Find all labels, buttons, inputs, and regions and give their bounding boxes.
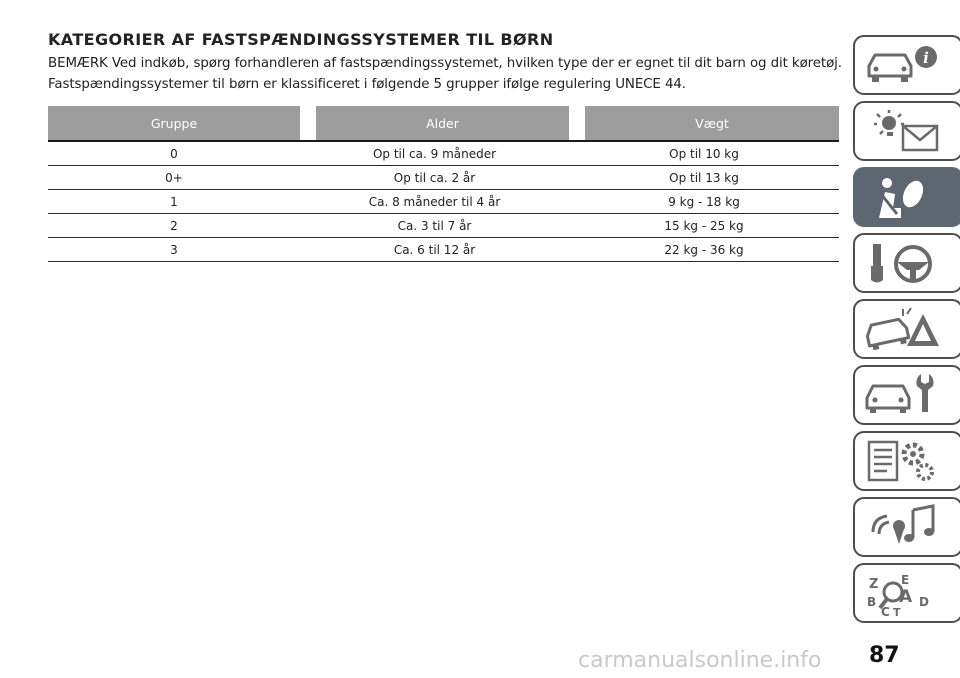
watermark: carmanualsonline.info (578, 648, 822, 673)
tab-servicing[interactable] (853, 365, 960, 425)
car-wrench-icon (863, 372, 943, 418)
group-cell: 0+ (165, 170, 183, 185)
tab-emergency[interactable] (853, 299, 960, 359)
age-cell: Ca. 6 til 12 år (393, 242, 476, 257)
group-cell: 1 (170, 194, 178, 209)
table-row (48, 166, 839, 190)
table-row (48, 214, 839, 238)
page-number: 87 (869, 643, 900, 668)
table-row (48, 238, 839, 262)
page-heading: KATEGORIER AF FASTSPÆNDINGSSYSTEMER TIL BØRN (48, 30, 554, 49)
group-cell: 0 (170, 146, 178, 161)
svg-text:C: C (881, 605, 890, 616)
age-cell: Ca. 3 til 7 år (397, 218, 472, 233)
multimedia-music-icon (863, 504, 943, 550)
tab-warning-lights[interactable] (853, 101, 960, 161)
warning-light-envelope-icon (863, 108, 943, 154)
svg-text:Z: Z (869, 577, 879, 592)
age-cell: Ca. 8 måneder til 4 år (368, 194, 501, 209)
car-info-icon (863, 42, 943, 88)
weight-cell: 15 kg - 25 kg (664, 218, 744, 233)
car-crash-warning-icon (863, 306, 943, 352)
tab-technical-data[interactable] (853, 431, 960, 491)
age-cell: Op til ca. 9 måneder (372, 146, 497, 161)
tab-safety[interactable] (853, 167, 960, 227)
group-cell: 3 (170, 242, 178, 257)
weight-cell: 9 kg - 18 kg (668, 194, 740, 209)
age-cell: Op til ca. 2 år (393, 170, 476, 185)
svg-text:D: D (919, 595, 929, 609)
classification-paragraph: Fastspændingssystemer til børn er klassificeret i følgende 5 grupper ifølge regulering UNECE 44. (48, 77, 686, 92)
svg-text:E: E (901, 573, 910, 587)
svg-text:T: T (893, 606, 901, 616)
weight-cell: Op til 13 kg (669, 170, 739, 185)
weight-cell: 22 kg - 36 kg (664, 242, 744, 257)
child-restraint-table (48, 106, 839, 262)
key-steering-wheel-icon (863, 240, 943, 286)
table-header (48, 106, 839, 140)
weight-cell: Op til 10 kg (669, 146, 739, 161)
svg-text:i: i (923, 49, 929, 67)
specs-list-gear-icon (863, 438, 943, 484)
group-cell: 2 (170, 218, 178, 233)
tab-index[interactable] (853, 563, 960, 623)
note-paragraph: BEMÆRK Ved indkøb, spørg forhandleren af fastspændingssystemet, hvilken type der er egnet til dit barn og dit køretøj. (48, 56, 842, 71)
svg-text:B: B (867, 595, 877, 609)
alphabetical-index-icon (863, 570, 943, 616)
tab-starting-driving[interactable] (853, 233, 960, 293)
column-header-weight: Vægt (585, 106, 839, 140)
table-row (48, 142, 839, 166)
tab-vehicle-info[interactable] (853, 35, 960, 95)
seatbelt-airbag-icon (863, 174, 943, 220)
svg-text:A: A (899, 587, 913, 607)
tab-multimedia[interactable] (853, 497, 960, 557)
table-row (48, 190, 839, 214)
column-header-group: Gruppe (48, 106, 300, 140)
column-header-age: Alder (316, 106, 569, 140)
